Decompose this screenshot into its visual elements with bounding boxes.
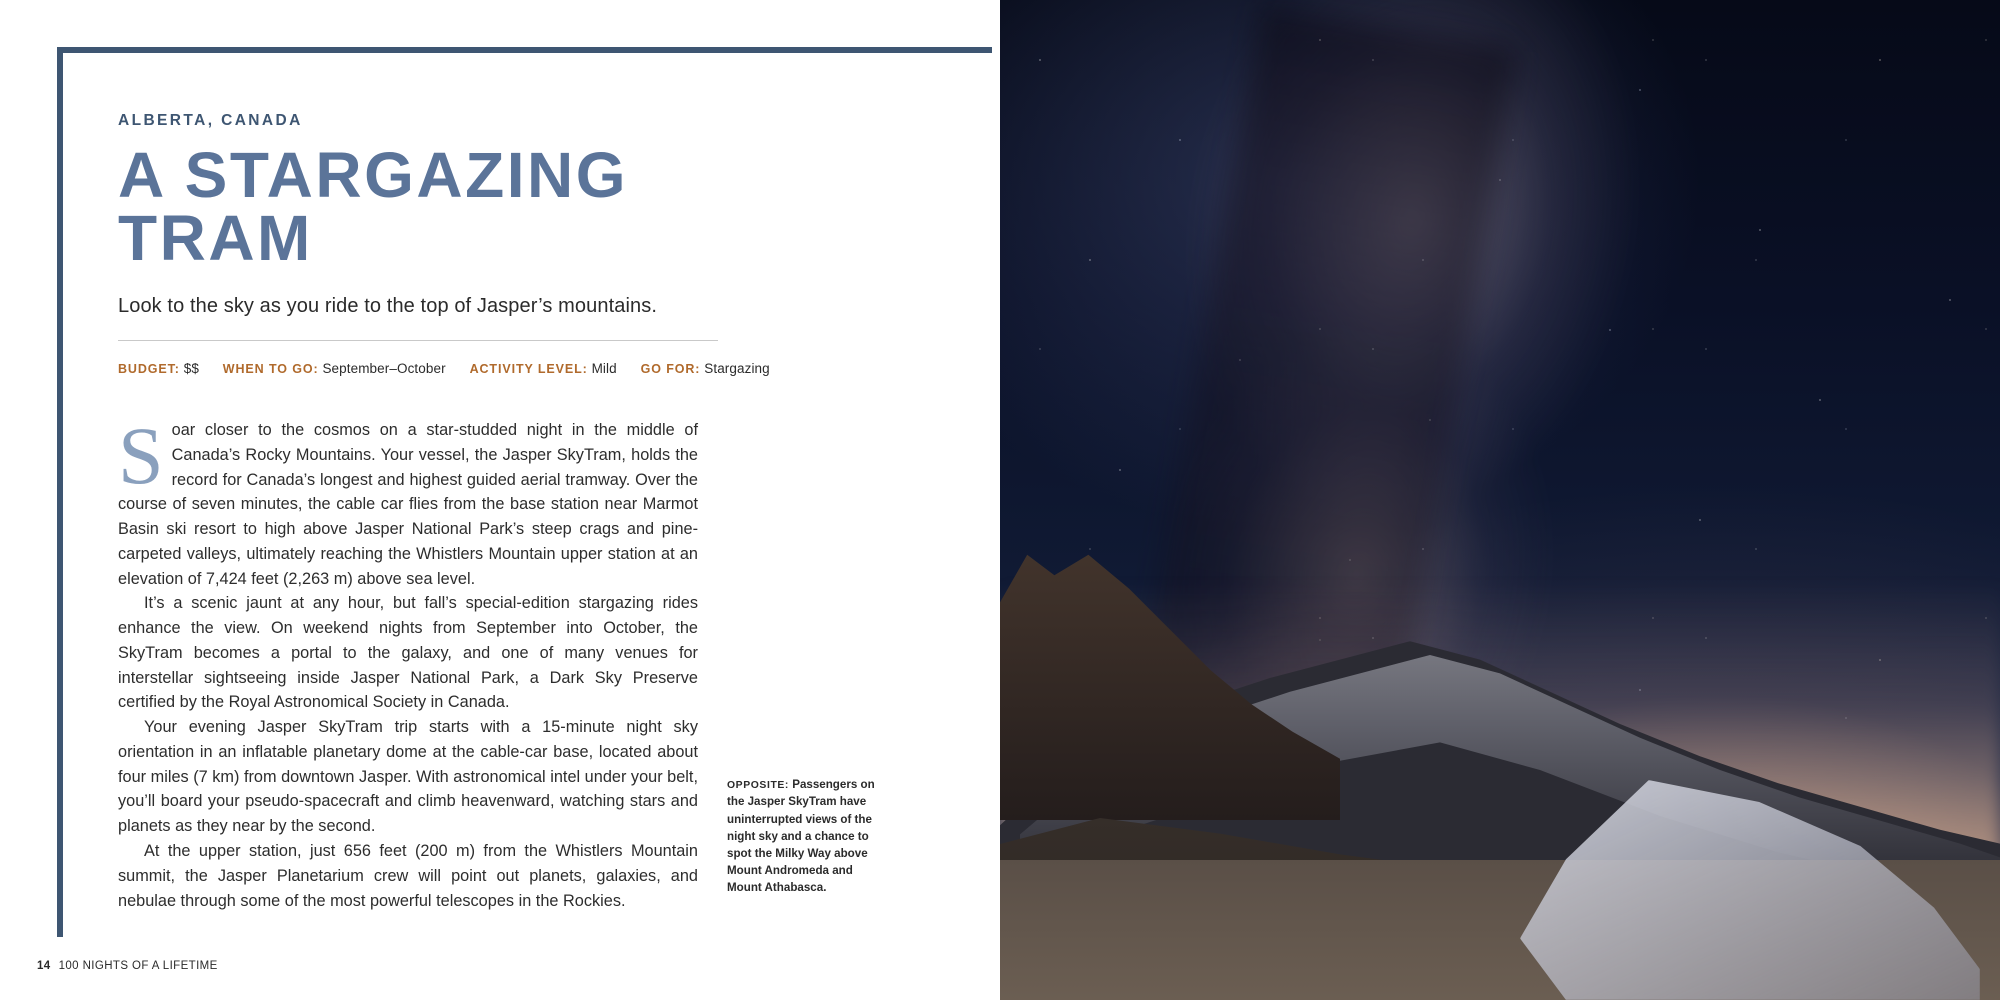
- body-paragraph-1-text: oar closer to the cosmos on a star-studded night in the middle of Canada’s Rocky Mountains. Your vessel, the Jasper SkyTram, holds the record for Canada’s longest and highest guided aerial tramway. Over the course of seven minutes, the cable car flies from the base station near Marmot Basin ski resort to high above Jasper National Park’s steep crags and pine-carpeted valleys, ultimately reaching the Whistlers Mountain upper station at an elevation of 7,424 feet (2,263 m) above sea level.: [118, 421, 698, 588]
- page-header: [118, 112, 863, 376]
- article-body: [118, 410, 698, 913]
- page-deck: Look to the sky as you ride to the top of Jasper’s mountains.: [118, 295, 657, 318]
- meta-when-to-go-label: WHEN TO GO:: [222, 362, 319, 377]
- page-title: A STARGAZING TRAM: [118, 139, 628, 274]
- meta-budget: [118, 361, 199, 376]
- meta-go-for: [641, 361, 770, 376]
- body-paragraph-3: Your evening Jasper SkyTram trip starts with a 15-minute night sky orientation in an inflatable planetary dome at the cable-car base, located about four miles (7 km) from downtown Jasper. With astronomical intel under your belt, you’ll board your pseudo-spacecraft and climb heavenward, watching stars and planets as they near by the second.: [118, 718, 698, 836]
- meta-divider: [118, 340, 718, 341]
- caption-text: Passengers on the Jasper SkyTram have uninterrupted views of the night sky and a chance to spot the Milky Way above Mount Andromeda and Mount Athabasca.: [727, 778, 875, 895]
- meta-budget-label: BUDGET:: [118, 362, 180, 377]
- left-rule: [57, 47, 63, 937]
- body-paragraph-2: It’s a scenic jaunt at any hour, but fall’s special-edition stargazing rides enhance the view. On weekend nights from September into October, the SkyTram becomes a portal to the galaxy, and one of many venues for interstellar sightseeing inside Jasper National Park, a Dark Sky Preserve certified by the Royal Astronomical Society in Canada.: [118, 594, 698, 712]
- top-rule: [57, 47, 992, 53]
- body-column: [118, 410, 698, 913]
- meta-activity-level-label: ACTIVITY LEVEL:: [469, 362, 588, 377]
- body-paragraph-4: At the upper station, just 656 feet (200 m) from the Whistlers Mountain summit, the Jasper Planetarium crew will point out planets, galaxies, and nebulae through some of the most powerful telescopes in the Rockies.: [118, 842, 698, 910]
- photo-caption: [727, 776, 887, 896]
- meta-activity-level: [470, 361, 617, 376]
- trip-meta: [118, 361, 863, 376]
- drop-cap: S: [118, 410, 164, 501]
- folio-page-number: 14: [37, 960, 51, 972]
- folio: [37, 960, 218, 972]
- location-eyebrow: ALBERTA, CANADA: [118, 112, 303, 129]
- meta-when-to-go: [223, 361, 446, 376]
- meta-when-to-go-value: September–October: [322, 361, 446, 377]
- body-paragraph-1: [118, 410, 698, 591]
- meta-budget-value: $$: [183, 361, 199, 377]
- milky-way-over-mountains-photo: [1000, 0, 2000, 1000]
- meta-activity-level-value: Mild: [591, 361, 617, 377]
- folio-book-title: 100 NIGHTS OF A LIFETIME: [58, 960, 218, 972]
- meta-go-for-value: Stargazing: [704, 361, 770, 377]
- meta-go-for-label: GO FOR:: [640, 362, 701, 377]
- caption-lead: OPPOSITE:: [727, 780, 789, 791]
